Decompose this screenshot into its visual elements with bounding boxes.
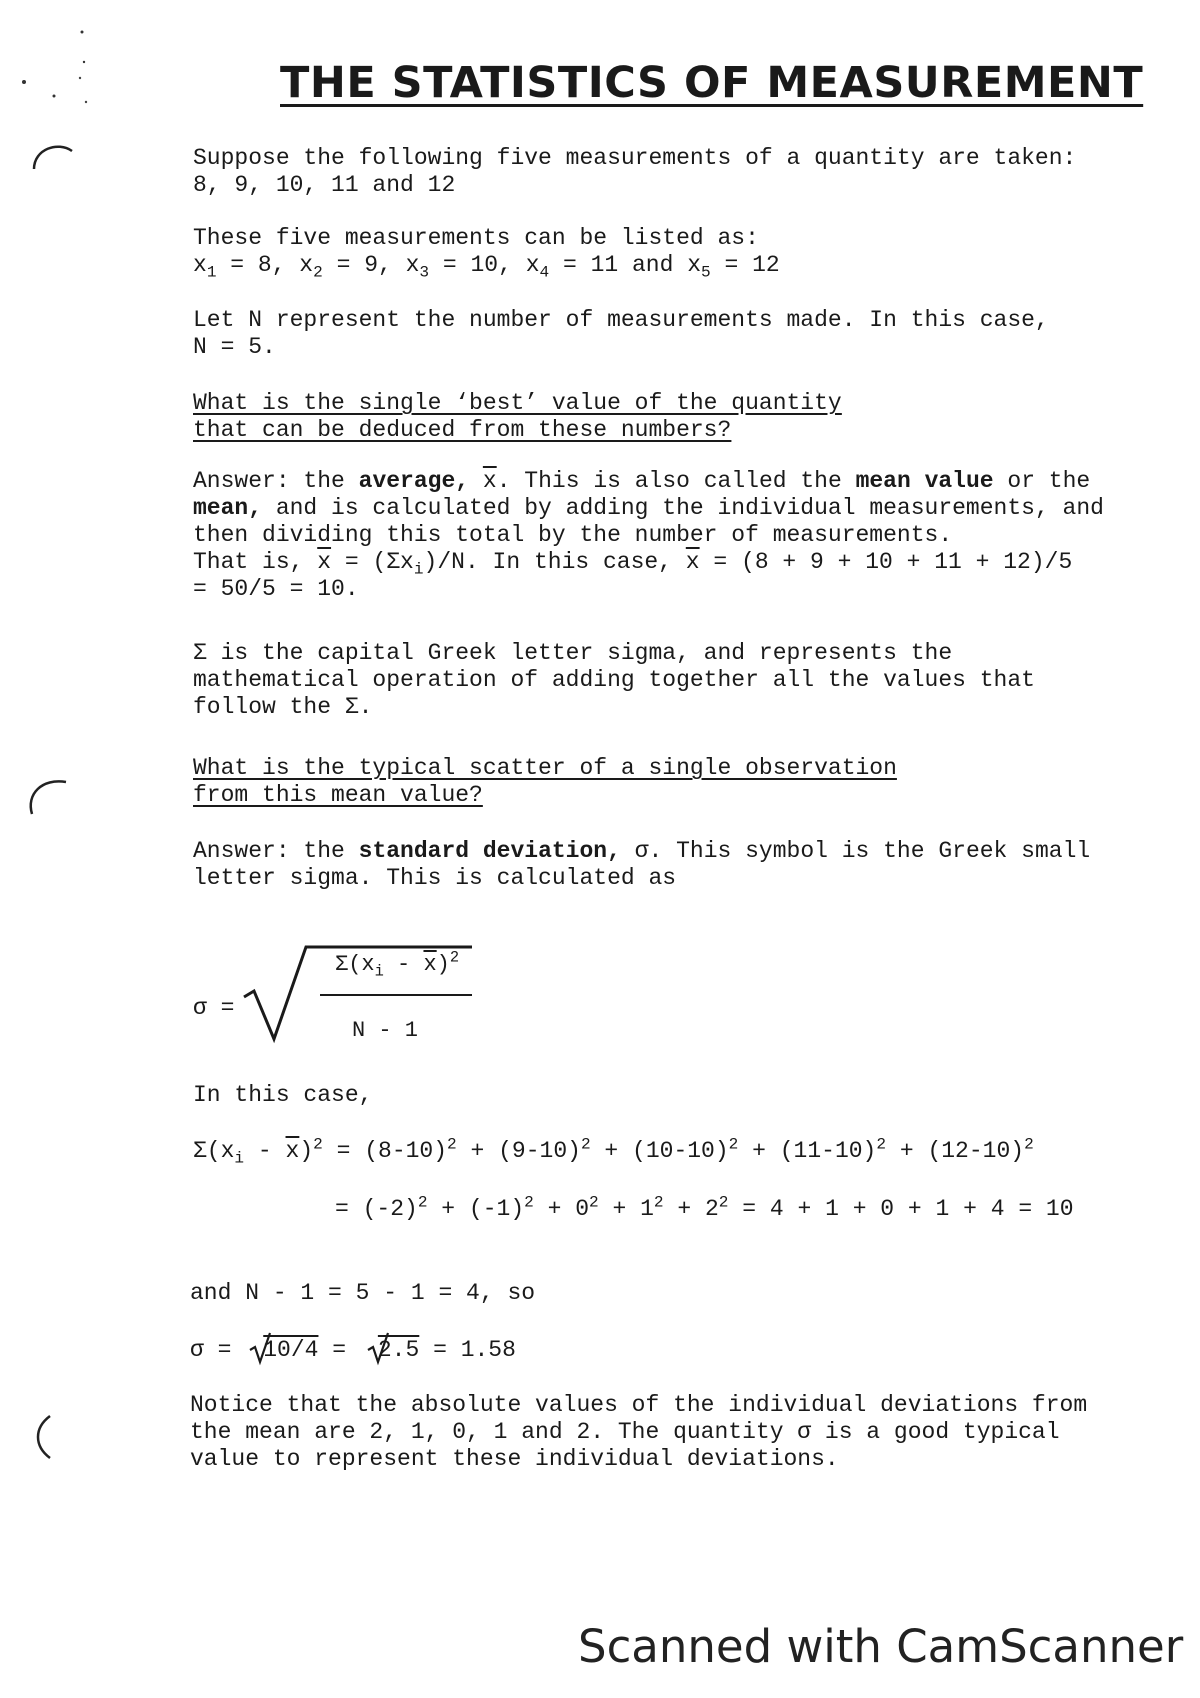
intro-line-2: 8, 9, 10, 11 and 12	[193, 172, 456, 198]
answer-std-dev	[193, 838, 1153, 892]
formula-numerator: $\Sigma(x_i - \overline{x})^2$	[335, 948, 460, 981]
listing-line-2: $x_1 = 8$, $x_2 = 9$, $x_3 = 10$, $x_4 = 11$ and $x_5 = 12$	[193, 252, 780, 282]
question-2-line-1: What is the typical scatter of a single observation	[193, 755, 897, 781]
notice-line-1: Notice that the absolute values of the individual deviations from	[190, 1392, 1088, 1418]
notice-paragraph	[190, 1392, 1150, 1473]
sigma-note-line-1: Σ is the capital Greek letter sigma, and represents the	[193, 640, 953, 666]
camscanner-watermark: Scanned with CamScanner	[578, 1620, 1184, 1673]
n-line-2: N = 5.	[193, 334, 276, 360]
formula-lhs: σ =	[193, 995, 235, 1021]
answer-1-line-1: Answer: the average, $\overline{x}$. This is also called the mean value or the	[193, 468, 1091, 494]
sqrt-2-5: 2.5	[377, 1337, 420, 1363]
intro-line-1: Suppose the following five measurements of a quantity are taken:	[193, 145, 1077, 171]
sigma-result-line: σ = 10/4 = 2.5 = 1.58	[190, 1337, 516, 1363]
sqrt-10-over-4: 10/4	[263, 1337, 319, 1363]
sigma-note-line-3: follow the Σ.	[193, 694, 373, 720]
question-scatter	[193, 755, 1153, 809]
sum-squares-line-1: $\Sigma(x_i - \overline{x})^2 = (8-10)^2 + (9-10)^2 + (10-10)^2 + (11-10)^2 + (12-10)^2$	[193, 1135, 1034, 1168]
n-minus-one-line: and N - 1 = 5 - 1 = 4, so	[190, 1280, 536, 1306]
answer-2-line-1: Answer: the standard deviation, σ. This symbol is the Greek small	[193, 838, 1091, 864]
small-root-sign-2	[366, 1330, 390, 1366]
sum-squares-line-2: = $(-2)^2 + (-1)^2 + 0^2 + 1^2 + 2^2 = 4 + 1 + 0 + 1 + 4 = 10$	[335, 1193, 1074, 1222]
n-line-1: Let N represent the number of measurements made. In this case,	[193, 307, 1049, 333]
answer-1-line-4: That is, $\overline{x} = (\Sigma x_i)/N$. In this case, $\overline{x} = (8 + 9 + 10 + 11 + 12)/5$	[193, 549, 1073, 579]
listing-line-1: These five measurements can be listed as:	[193, 225, 759, 251]
notice-line-2: the mean are 2, 1, 0, 1 and 2. The quantity σ is a good typical	[190, 1419, 1060, 1445]
in-this-case-label: In this case,	[193, 1082, 373, 1108]
corner-specks	[10, 20, 90, 110]
page-title: THE STATISTICS OF MEASUREMENT	[280, 58, 1144, 108]
margin-mark-bottom	[28, 1412, 58, 1462]
answer-2-line-2: letter sigma. This is calculated as	[193, 865, 677, 891]
answer-1-line-2: mean, and is calculated by adding the individual measurements, and	[193, 495, 1104, 521]
answer-average	[193, 468, 1153, 603]
n-paragraph	[193, 307, 1153, 361]
formula-denominator: N - 1	[352, 1018, 419, 1043]
question-1-line-1: What is the single ‘best’ value of the quantity	[193, 390, 842, 416]
listing-paragraph	[193, 225, 1153, 282]
question-best-value	[193, 390, 1153, 444]
margin-mark-middle	[22, 770, 72, 820]
question-2-line-2: from this mean value?	[193, 782, 483, 808]
sigma-note-line-2: mathematical operation of adding together all the values that	[193, 667, 1035, 693]
intro-paragraph	[193, 145, 1153, 199]
sigma-note	[193, 640, 1153, 721]
margin-mark-top	[28, 135, 78, 175]
small-root-sign-1	[248, 1330, 272, 1366]
notice-line-3: value to represent these individual deviations.	[190, 1446, 839, 1472]
answer-1-line-5: = 50/5 = 10.	[193, 576, 359, 602]
question-1-line-2: that can be deduced from these numbers?	[193, 417, 732, 443]
answer-1-line-3: then dividing this total by the number of measurements.	[193, 522, 953, 548]
